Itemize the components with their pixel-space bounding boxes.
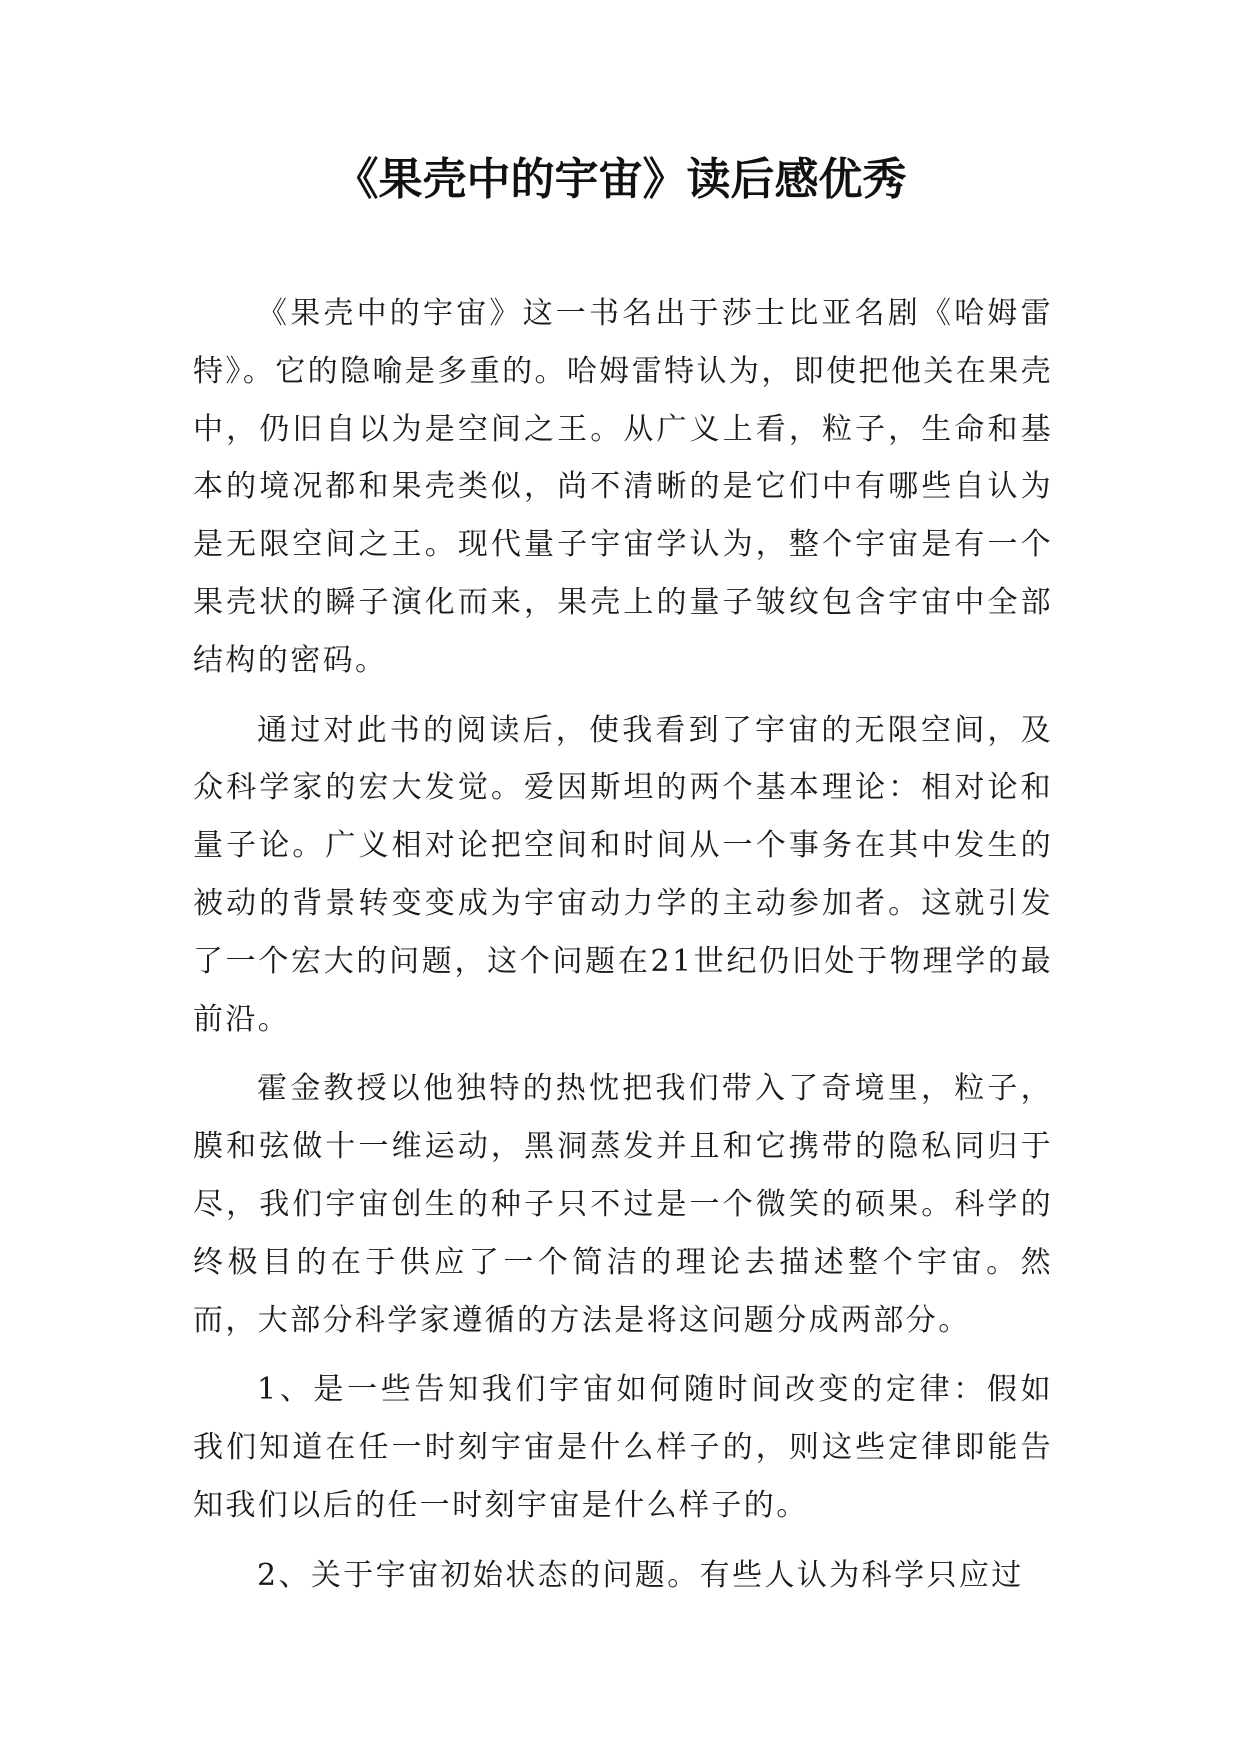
paragraph-2: 通过对此书的阅读后，使我看到了宇宙的无限空间，及众科学家的宏大发觉。爱因斯坦的两个基本理论：相对论和量子论。广义相对论把空间和时间从一个事务在其中发生的被动的背景转变变成为宇宙动力学的主动参加者。这就引发了一个宏大的问题，这个问题在21世纪仍旧处于物理学的最前沿。 [193,712,1053,1037]
document-body [193,285,1053,1617]
document-title: 《果壳中的宇宙》读后感优秀 [334,154,907,205]
paragraph-3: 霍金教授以他独特的热忱把我们带入了奇境里，粒子，膜和弦做十一维运动，黑洞蒸发并且和它携带的隐私同归于尽，我们宇宙创生的种子只不过是一个微笑的硕果。科学的终极目的在于供应了一个简洁的理论去描述整个宇宙。然而，大部分科学家遵循的方法是将这问题分成两部分。 [193,1071,1053,1338]
paragraph-1: 《果壳中的宇宙》这一书名出于莎士比亚名剧《哈姆雷特》。它的隐喻是多重的。哈姆雷特认为，即使把他关在果壳中，仍旧自以为是空间之王。从广义上看，粒子，生命和基本的境况都和果壳类似，尚不清晰的是它们中有哪些自认为是无限空间之王。现代量子宇宙学认为，整个宇宙是有一个果壳状的瞬子演化而来，果壳上的量子皱纹包含宇宙中全部结构的密码。 [193,296,1053,678]
paragraph-5: 2、关于宇宙初始状态的问题。有些人认为科学只应过 [257,1557,1024,1593]
paragraph-4: 1、是一些告知我们宇宙如何随时间改变的定律：假如我们知道在任一时刻宇宙是什么样子的，则这些定律即能告知我们以后的任一时刻宇宙是什么样子的。 [193,1372,1053,1523]
